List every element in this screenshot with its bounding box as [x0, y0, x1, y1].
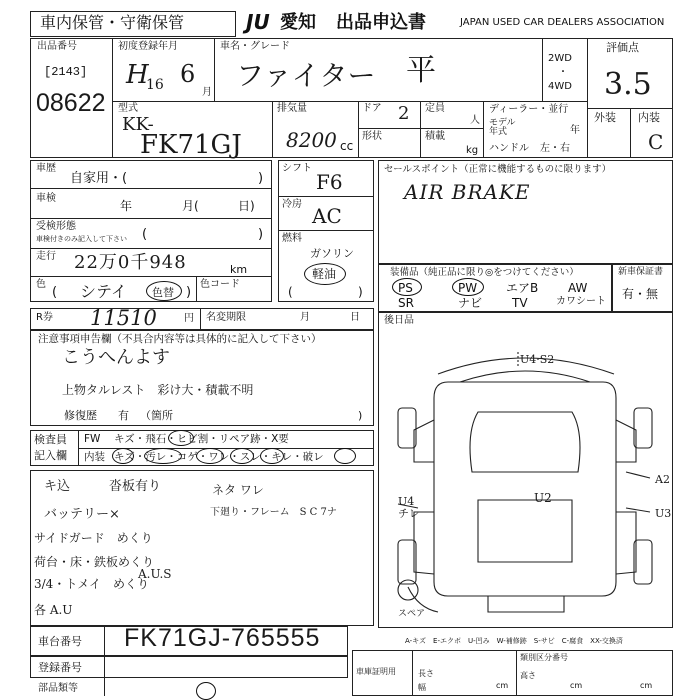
int-circle4 — [230, 448, 254, 464]
damage-right-top: A2 — [655, 473, 670, 486]
exterior-label: 外装 — [594, 111, 616, 124]
notes-label: 注意事項申告欄（不具合内容等は具体的に記入して下さい） — [38, 333, 322, 345]
equip-pw: PW — [458, 281, 478, 295]
garage-label: 車庫証明用 — [356, 667, 396, 676]
displacement-value: 8200 — [286, 128, 337, 152]
fuel-value1: ガソリン — [310, 247, 354, 260]
shape-label: 形状 — [362, 131, 382, 142]
type-no-label: 類別区分番号 — [520, 653, 568, 662]
load-unit: kg — [466, 145, 479, 156]
memo-line2: バッテリー× — [44, 507, 120, 522]
width-label: 幅 — [418, 683, 426, 692]
capacity-label: 定員 — [425, 103, 445, 114]
dealer-label: ディーラー・並行 — [489, 104, 569, 115]
registration-year: 16 — [146, 77, 164, 93]
equip-navi: ナビ — [458, 296, 483, 310]
shift-label: シフト — [282, 163, 312, 174]
equipment-label: 装備品（純正品に限り◎をつけてください） — [390, 267, 579, 278]
name-change-label: 名変期限 — [206, 312, 246, 323]
exterior-value: C — [648, 130, 664, 154]
registration-month-unit: 月 — [202, 87, 212, 98]
fuel-close: ) — [358, 285, 363, 299]
notes-line1: こうへんよす — [62, 347, 170, 368]
repaint-circle — [146, 281, 182, 301]
accept-close: ) — [258, 227, 264, 242]
lot-small-number: [2143] — [44, 65, 88, 79]
mileage-label: 走行 — [36, 251, 56, 262]
selling-point-box — [378, 160, 673, 264]
memo-right1: ネタ ワレ — [212, 483, 264, 497]
repair-close: ) — [358, 409, 363, 422]
drive-dot: ・ — [558, 67, 568, 78]
aircon-value: AC — [312, 204, 342, 228]
accept-open: ( — [142, 227, 148, 242]
color-value: シテイ — [80, 282, 127, 301]
accept-note: 車検付きのみ記入して下さい — [36, 235, 127, 243]
doors-value: 2 — [398, 103, 410, 124]
color-code-label: 色コード — [200, 279, 240, 290]
inspector-fields: 記入欄 — [34, 449, 67, 462]
equip-airb: エアB — [506, 281, 539, 295]
memo-line6: 各 A.U — [34, 603, 73, 617]
car-grade: 平 — [406, 53, 436, 88]
memo-au: A.U.S — [138, 567, 172, 581]
repair-value: 有 — [118, 409, 129, 422]
color-close: ) — [186, 285, 192, 300]
equip-sr: SR — [398, 296, 414, 310]
form-title: 出品申込書 — [336, 12, 426, 33]
grade-value: 3.5 — [604, 67, 652, 102]
int-circle5 — [260, 448, 284, 464]
inspection-year: 年 — [120, 199, 133, 213]
memo-line1: キ込 沓板有り — [44, 479, 162, 494]
fuel-open: ( — [288, 285, 293, 299]
registration-era: H — [126, 60, 149, 90]
mileage-unit: km — [230, 263, 248, 276]
inspector-label: 検査員 — [34, 433, 67, 446]
model-value: FK71GJ — [140, 130, 242, 160]
model-year-unit: 年 — [570, 125, 580, 136]
bottom-row-label: 部品類等 — [38, 683, 78, 694]
ju-logo: JU — [246, 10, 270, 34]
equip-seat: カワシート — [556, 296, 606, 307]
damage-top: U4·S2 — [520, 353, 555, 366]
equip-tv: TV — [512, 296, 528, 310]
fw-prefix: FW — [84, 433, 101, 445]
chassis-value: FK71GJ-765555 — [124, 624, 321, 652]
lot-label: 出品番号 — [37, 41, 77, 52]
fw-items: キズ・飛石・ヒビ割・リペア跡・X要 — [114, 433, 289, 445]
fuel-label: 燃料 — [282, 233, 302, 244]
notes-line2: 上物タルレスト 彩け大・積載不明 — [62, 383, 254, 397]
grade-label: 評価点 — [606, 41, 639, 54]
repair-label: 修復歴 — [64, 409, 97, 422]
length-label: 長さ — [418, 669, 434, 678]
reg-label: 登録番号 — [38, 661, 82, 674]
mileage-value: 22万0千948 — [74, 252, 187, 273]
receipt-unit: 円 — [184, 313, 194, 324]
damage-right-mid: U3 — [655, 507, 672, 520]
height-label: 高さ — [520, 671, 536, 680]
receipt-box — [30, 308, 374, 330]
spare-label: スペア — [398, 609, 426, 619]
int-circle1 — [112, 448, 134, 464]
handle-label: ハンドル — [489, 143, 529, 154]
equip-aw: AW — [568, 281, 588, 295]
equip-ps: PS — [398, 281, 413, 295]
history-value: 自家用・( — [70, 171, 128, 186]
repair-part: （箇所 — [140, 409, 173, 422]
width-unit: cm — [570, 681, 583, 690]
int-circle2 — [144, 448, 182, 464]
storage-tag: 車内保管・守衛保管 — [40, 13, 185, 32]
car-name-label: 車名・グレード — [220, 41, 290, 52]
damage-center: U2 — [534, 491, 552, 505]
interior-prefix: 内装 — [84, 451, 105, 463]
interior-label: 内装 — [638, 111, 660, 124]
name-change-month: 月 — [300, 312, 310, 323]
warranty-label: 新車保証書 — [618, 267, 664, 277]
selling-point-label: セールスポイント（正常に機能するものに限ります） — [384, 164, 612, 175]
color-repaint: 色替 — [152, 286, 174, 299]
history-label: 車歴 — [36, 163, 56, 174]
bottom-circle — [196, 682, 216, 700]
drive-2wd: 2WD — [548, 53, 572, 64]
accept-label: 受検形態 — [36, 221, 76, 232]
shift-value: F6 — [316, 170, 343, 194]
displacement-label: 排気量 — [277, 103, 307, 114]
inspection-label: 車検 — [36, 193, 56, 204]
height-unit: cm — [640, 681, 653, 690]
fuel-circle — [304, 263, 346, 285]
history-close: ) — [258, 171, 264, 186]
receipt-value: 11510 — [90, 306, 157, 330]
association-name: JAPAN USED CAR DEALERS ASSOCIATION — [460, 17, 665, 28]
lot-number: 08622 — [36, 89, 106, 117]
inspection-month: 月( — [182, 199, 199, 213]
aircon-label: 冷房 — [282, 199, 302, 210]
registration-month: 6 — [180, 60, 196, 88]
doors-label: ドア — [362, 103, 382, 114]
color-label: 色 — [36, 279, 46, 290]
receipt-label: R券 — [36, 312, 53, 323]
fuel-value2: 軽油 — [312, 267, 337, 281]
damage-legend: A-キズ E-エクボ U-凹み W-補修跡 S-サビ C-腐食 XX-交換済 — [405, 637, 623, 645]
equip-pw-circle — [452, 278, 484, 296]
inspection-day: 日) — [238, 199, 255, 213]
memo-line3: サイドガード めくり — [34, 531, 153, 545]
model-prefix: KK- — [122, 114, 154, 135]
bottom-right-box — [352, 650, 673, 696]
memo-line5: 3/4・トメイ めくり — [34, 577, 149, 591]
int-circle3 — [196, 448, 224, 464]
displacement-unit: cc — [340, 139, 354, 153]
back-seat-label: 後日品 — [384, 315, 414, 326]
fw-circle — [168, 430, 194, 446]
chassis-label: 車台番号 — [38, 635, 82, 648]
length-unit: cm — [496, 681, 509, 690]
drive-4wd: 4WD — [548, 81, 572, 92]
name-change-day: 日 — [350, 312, 360, 323]
equip-ps-circle — [392, 278, 422, 296]
handle-options: 左・右 — [540, 143, 570, 154]
warranty-value: 有・無 — [622, 287, 659, 301]
capacity-unit: 人 — [470, 115, 480, 126]
car-name: ファイター — [236, 59, 376, 92]
registration-label: 初度登録年月 — [118, 41, 178, 52]
memo-right2: 下廻り・フレーム S C 7ナ — [210, 507, 337, 518]
interior-items: キズ・汚レ・コゲ・ワレ・スレ・キレ・破レ — [114, 451, 324, 463]
color-open: ( — [52, 285, 58, 300]
memo-line4: 荷台・床・鉄板めくり — [34, 555, 155, 569]
load-label: 積載 — [425, 131, 445, 142]
int-circle6 — [334, 448, 356, 464]
model-label: 型式 — [118, 103, 138, 114]
selling-point-value: AIR BRAKE — [404, 180, 531, 204]
org-name: 愛知 — [280, 12, 316, 33]
model-year-label: モデル 年式 — [489, 118, 516, 138]
damage-left: U4 チレ — [398, 495, 420, 521]
